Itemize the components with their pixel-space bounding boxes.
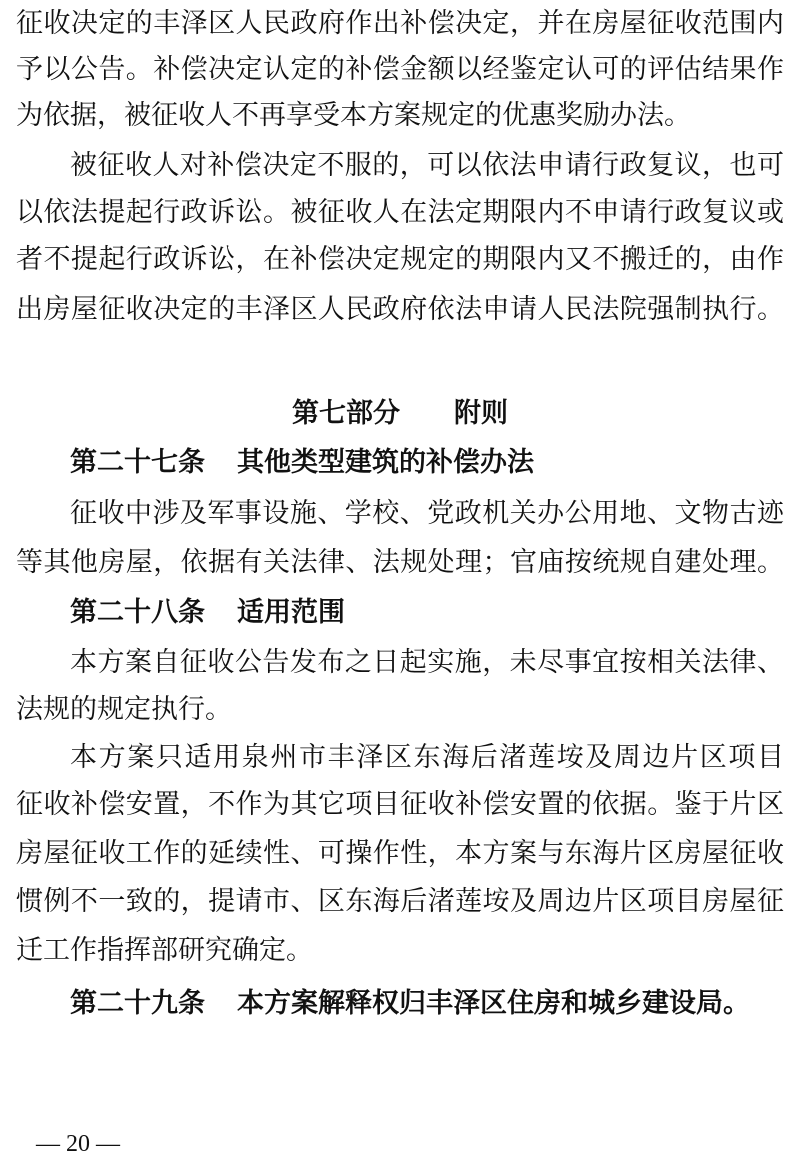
appeal-line-3: 者不提起行政诉讼，在补偿决定规定的期限内又不搬迁的，由作 [16,244,784,275]
article-28-para1-line-2: 法规的规定执行。 [16,694,232,725]
article-28-para2-line-4: 惯例不一致的，提请市、区东海后渚莲垵及周边片区项目房屋征 [16,886,784,917]
article-29-number: 第二十九条 [70,988,205,1019]
section-part: 第七部分 [292,398,400,429]
page-number: — 20 — [36,1131,120,1157]
article-27-title: 其他类型建筑的补偿办法 [237,447,534,478]
intro-line-1: 征收决定的丰泽区人民政府作出补偿决定，并在房屋征收范围内 [16,8,784,39]
article-28-number: 第二十八条 [70,597,205,628]
article-28-para2-line-5: 迁工作指挥部研究确定。 [16,935,313,966]
article-28-para2-line-1: 本方案只适用泉州市丰泽区东海后渚莲垵及周边片区项目 [70,742,784,773]
article-29-title: 本方案解释权归丰泽区住房和城乡建设局。 [237,988,750,1019]
article-27-line-2: 等其他房屋，依据有关法律、法规处理；官庙按统规自建处理。 [16,547,784,578]
section-heading [0,394,800,434]
article-28-para2-line-2: 征收补偿安置，不作为其它项目征收补偿安置的依据。鉴于片区 [16,789,784,820]
article-28-title: 适用范围 [237,597,345,628]
intro-line-2: 予以公告。补偿决定认定的补偿金额以经鉴定认可的评估结果作 [16,54,784,85]
article-28-para1-line-1: 本方案自征收公告发布之日起实施，未尽事宜按相关法律、 [70,647,784,678]
article-27-number: 第二十七条 [70,447,205,478]
article-27-heading [70,443,784,483]
article-29-heading [70,984,784,1024]
appeal-line-2: 以依法提起行政诉讼。被征收人在法定期限内不申请行政复议或 [16,197,784,228]
section-name: 附则 [454,398,508,429]
intro-line-3: 为依据，被征收人不再享受本方案规定的优惠奖励办法。 [16,100,691,131]
article-28-para2-line-3: 房屋征收工作的延续性、可操作性，本方案与东海片区房屋征收 [16,838,784,869]
appeal-line-4: 出房屋征收决定的丰泽区人民政府依法申请人民法院强制执行。 [16,294,784,325]
article-27-line-1: 征收中涉及军事设施、学校、党政机关办公用地、文物古迹 [70,498,784,529]
article-28-heading [70,593,784,633]
appeal-line-1: 被征收人对补偿决定不服的，可以依法申请行政复议，也可 [70,150,784,181]
